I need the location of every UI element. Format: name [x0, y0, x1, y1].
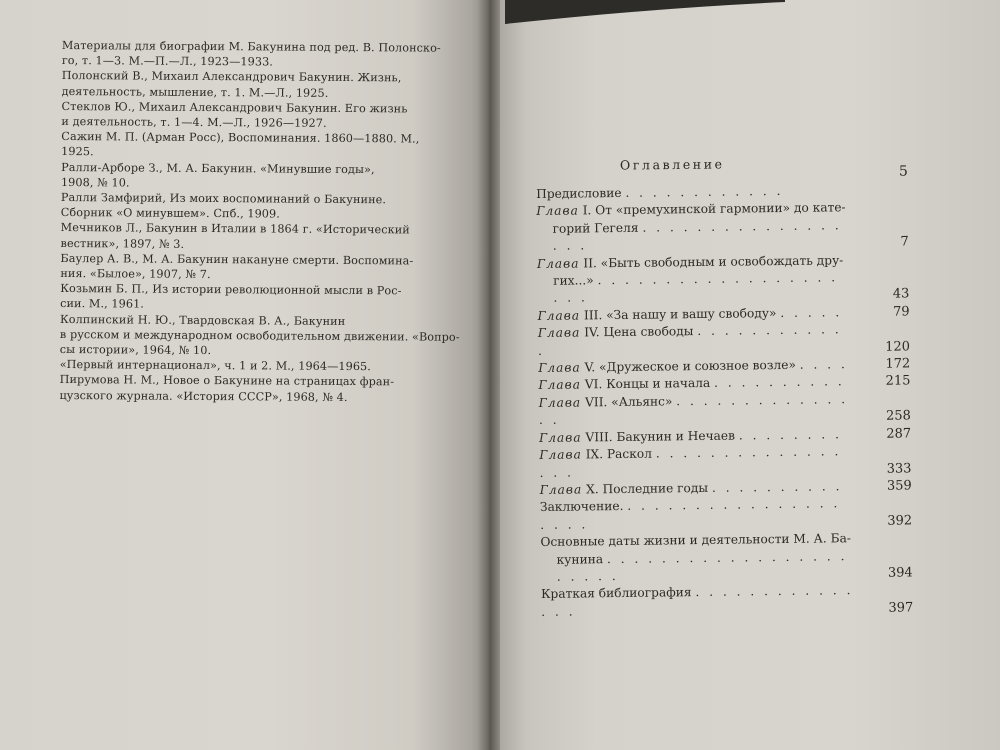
toc-leader-dots: . . . . . . . . . . . . . . . . . .	[552, 218, 842, 254]
toc-leader-dots: . . . . . . . . . . . . . . .	[541, 583, 854, 619]
toc-leader-dots: . . . . . . . . . . . . . . . . . . . .	[540, 496, 841, 532]
toc-chapter-label: Глава	[538, 395, 582, 410]
toc-entry[interactable]	[541, 582, 913, 621]
toc-entry-title	[540, 481, 708, 497]
bibliography-entry	[60, 281, 440, 314]
toc-entry-title	[538, 306, 777, 323]
toc-chapter-label: Глава	[536, 203, 579, 219]
toc-entry-title	[541, 585, 692, 601]
bibliography-entry	[61, 99, 441, 132]
toc-chapter-label: Глава	[537, 308, 581, 323]
bibliography-entry	[59, 312, 460, 360]
toc-page-number: 120	[885, 339, 911, 355]
toc-title: Оглавление	[619, 156, 725, 173]
toc-page-number: 43	[892, 286, 910, 303]
toc-page-number: 333	[886, 460, 912, 477]
toc-page-number: 79	[892, 304, 910, 320]
toc-title-text: IX. Раскол	[585, 446, 652, 462]
toc-entry[interactable]	[539, 443, 911, 482]
toc-title-text: X. Последние годы	[586, 480, 709, 497]
toc-page-number: 392	[887, 513, 913, 529]
bibliography-list	[59, 38, 460, 406]
toc-page-number: 172	[885, 356, 911, 372]
toc-entry[interactable]	[536, 199, 909, 256]
toc-entry-title	[540, 499, 624, 514]
toc-title-text: IV. Цена свободы	[584, 324, 694, 340]
toc-page-number: 359	[886, 478, 912, 494]
toc-title-continuation	[536, 217, 850, 256]
toc-title-text: II. «Быть свободным и освобождать дру-	[583, 252, 844, 271]
bibliography-line: Стеклов Ю., Михаил Александрович Бакунин. Его жизнь	[61, 99, 408, 116]
toc-entry-title	[539, 394, 673, 410]
toc-entry-title	[537, 253, 843, 271]
bibliography-entry	[62, 38, 442, 71]
toc-title-text: VI. Концы и начала	[584, 376, 711, 392]
toc-continuation-text: гих...»	[553, 273, 594, 288]
toc-title-text: Основные даты жизни и деятельности М. А. Ба-	[540, 531, 852, 550]
toc-leader-dots: . . . . . . . . . .	[711, 479, 843, 495]
toc-entry-title	[539, 428, 735, 444]
toc-entry-title	[538, 358, 796, 375]
toc-title-text: Предисловие	[536, 185, 622, 201]
bibliography-line: «Первый интернационал», ч. 1 и 2. М., 1964—1965.	[59, 358, 371, 374]
toc-title-text: VII. «Альянс»	[584, 394, 673, 410]
bibliography-entry	[59, 372, 439, 405]
bibliography-entry	[61, 190, 441, 223]
toc-chapter-label: Глава	[539, 430, 582, 445]
toc-continuation-text: кунина	[556, 551, 604, 567]
toc-title-text: VIII. Бакунин и Нечаев	[585, 428, 736, 445]
bibliography-line: и деятельность, т. 1—4. М.—Л., 1926—1927.	[61, 115, 327, 130]
bibliography-line: Мечников Л., Бакунин в Италии в 1864 г. «Исторический	[60, 221, 410, 237]
toc-entry[interactable]	[539, 390, 911, 429]
toc-leader-dots: . . . . . . . . . . . .	[537, 322, 842, 358]
bibliography-line: Сажин М. П. (Арман Росс), Воспоминания. 1860—1880. М.,	[61, 130, 420, 146]
bibliography-line: деятельность, мышление, т. 1. М.—Л., 1925.	[61, 84, 329, 100]
bibliography-line: сии. М., 1961.	[60, 297, 145, 312]
bibliography-line: 1925.	[61, 145, 94, 159]
bibliography-line: Пирумова Н. М., Новое о Бакунине на страницах фран-	[59, 373, 395, 389]
toc-chapter-label: Глава	[538, 377, 582, 393]
bibliography-line: Сборник «О минувшем». Спб., 1909.	[60, 206, 280, 221]
toc-entry[interactable]	[540, 495, 912, 534]
toc-entry[interactable]	[540, 530, 913, 587]
toc-leader-dots: . . . . . . . . . . . . . . .	[538, 392, 849, 428]
page-edge-shadow	[505, 0, 785, 26]
toc-page-number: 397	[888, 600, 914, 616]
toc-page-number: 5	[898, 163, 908, 180]
toc-chapter-label: Глава	[537, 325, 581, 341]
toc-page-number: 287	[886, 426, 912, 442]
toc-chapter-label: Глава	[539, 447, 582, 463]
toc-leader-dots: . . . . . . . . . .	[713, 374, 845, 391]
bibliography-entry	[62, 68, 442, 101]
toc-title-continuation	[541, 548, 855, 587]
toc-title-text: Заключение.	[539, 499, 624, 515]
toc-entry-title	[536, 201, 845, 219]
toc-entry-title	[536, 186, 622, 201]
bibliography-entry	[61, 220, 441, 253]
bibliography-line: Колпинский Н. Ю., Твардовская В. А., Бакунин	[59, 312, 346, 328]
bibliography-line: Ралли Замфирий, Из моих воспоминаний о Бакунине.	[60, 191, 387, 207]
toc-entry-title	[540, 531, 851, 549]
bibliography-line: Козьмин Б. П., Из истории революционной мысли в Рос-	[60, 282, 402, 298]
bibliography-line: го, т. 1—3. М.—П.—Л., 1923—1933.	[61, 54, 274, 69]
toc-page-number: 258	[885, 408, 911, 425]
bibliography-entry	[61, 160, 441, 193]
bibliography-line: ния. «Былое», 1907, № 7.	[60, 267, 211, 282]
toc-leader-dots: . . . . .	[780, 305, 843, 320]
toc-page-number: 394	[887, 565, 913, 581]
toc-title-text: I. От «премухинской гармонии» до кате-	[582, 200, 846, 218]
bibliography-line: цузского журнала. «История СССР», 1968, № 4.	[59, 388, 348, 404]
toc-leader-dots: . . . .	[799, 357, 848, 372]
toc-title-continuation	[537, 269, 851, 308]
bibliography-line: Материалы для биографии М. Бакунина под ред. В. Полонско-	[61, 38, 441, 55]
toc-entry-title	[538, 324, 694, 340]
toc-page-number: 7	[900, 234, 909, 250]
toc-title-text: Краткая библиография	[540, 585, 692, 602]
toc-title-text: V. «Дружеское и союзное возле»	[584, 357, 796, 375]
toc-leader-dots: . . . . . . . .	[738, 426, 843, 443]
toc-entry-title	[538, 376, 710, 392]
toc-entry[interactable]	[537, 251, 910, 308]
toc-chapter-label: Глава	[536, 256, 580, 271]
toc-leader-dots: . . . . . . . . . . . . . . . . . . . . .	[553, 270, 839, 306]
bibliography-line: вестник», 1897, № 3.	[60, 236, 185, 251]
bibliography-line: сы истории», 1964, № 10.	[59, 343, 212, 358]
toc-entry-title	[539, 447, 652, 462]
bibliography-line: Баулер А. В., М. А. Бакунин накануне смерти. Воспомина-	[60, 251, 414, 268]
bibliography-line: 1908, № 10.	[60, 175, 130, 190]
toc-leader-dots: . . . . . . . . . . . . . . . . . . . . . . .	[556, 548, 848, 584]
bibliography-entry	[60, 251, 440, 284]
toc-leader-dots: . . . . . . . . . . . .	[625, 183, 784, 200]
toc-chapter-label: Глава	[538, 360, 581, 376]
bibliography-line: в русском и международном освободительном движении. «Вопро-	[59, 327, 460, 344]
toc-continuation-text: горий Гегеля	[552, 220, 639, 236]
toc-leader-dots: . . . . . . . . . . . . . . . . .	[539, 444, 842, 480]
toc-chapter-label: Глава	[539, 482, 583, 497]
book-gutter	[478, 0, 500, 750]
toc-entry[interactable]	[538, 321, 910, 360]
bibliography-line: Полонский В., Михаил Александрович Бакунин. Жизнь,	[61, 69, 402, 85]
bibliography-entry	[61, 129, 441, 162]
bibliography-line: Ралли-Арборе З., М. А. Бакунин. «Минувшие годы»,	[61, 160, 375, 176]
toc-title-text: III. «За нашу и вашу свободу»	[583, 305, 777, 323]
toc-page-number: 215	[885, 373, 911, 390]
